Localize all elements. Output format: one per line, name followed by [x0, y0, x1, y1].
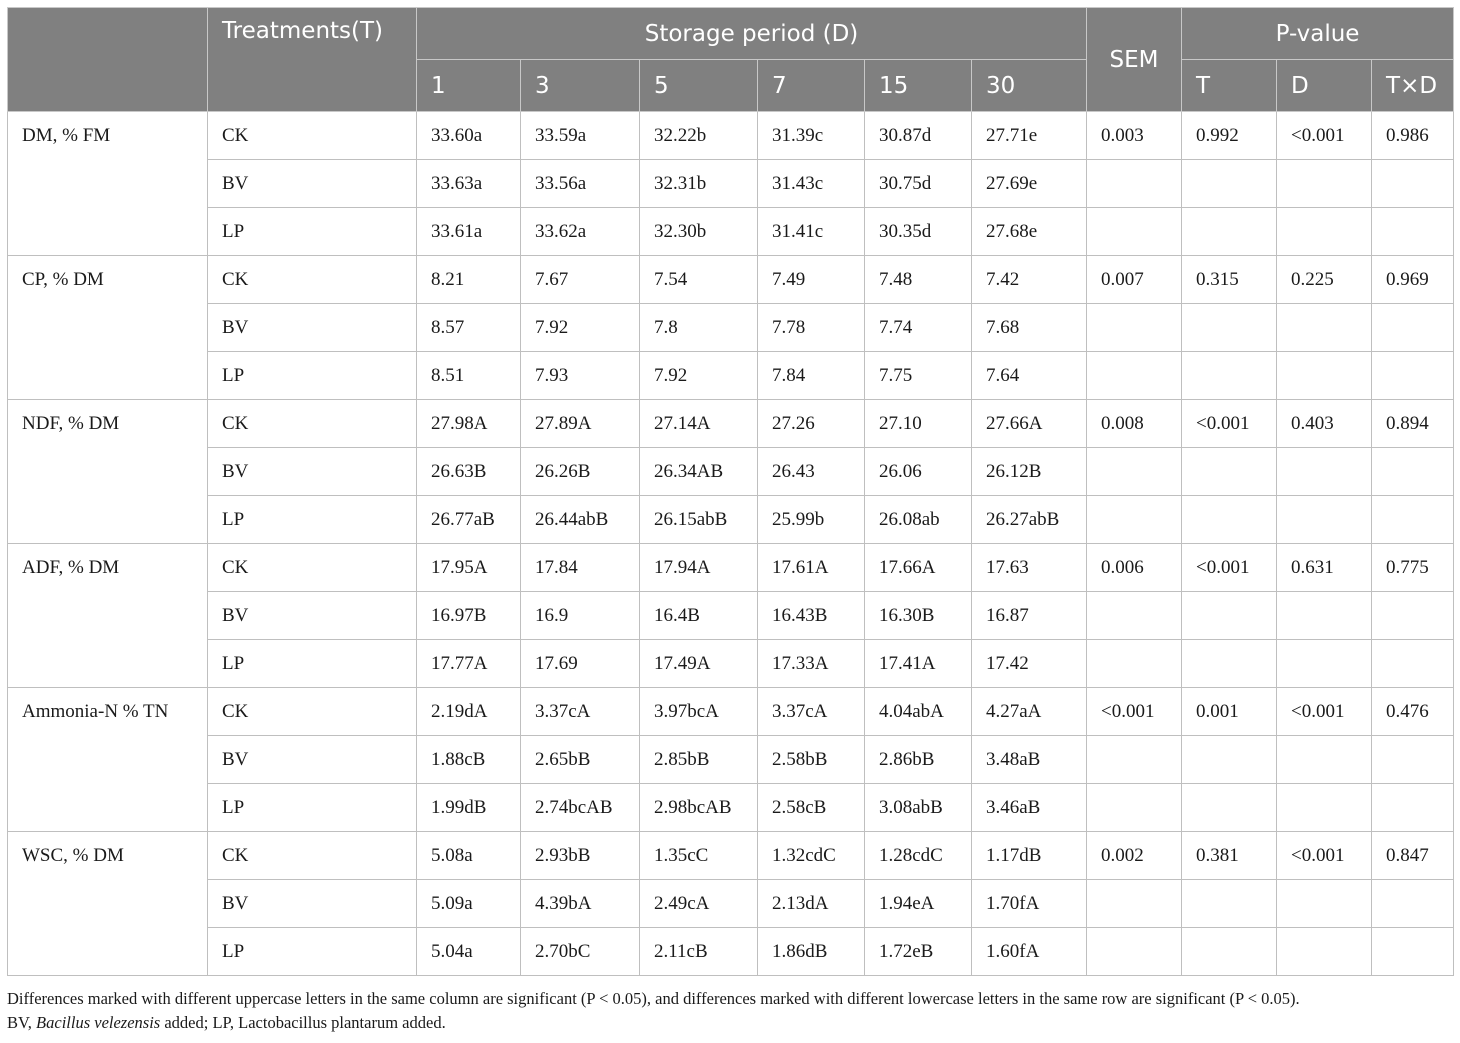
value-cell: 26.27abB	[972, 496, 1087, 544]
value-cell: 7.84	[758, 352, 865, 400]
treatment-cell: LP	[208, 352, 417, 400]
sem-cell: 0.008	[1087, 400, 1182, 448]
table-row	[8, 544, 1454, 592]
empty-cell	[1372, 928, 1454, 976]
value-cell: 2.65bB	[521, 736, 640, 784]
value-cell: 27.26	[758, 400, 865, 448]
empty-cell	[1372, 304, 1454, 352]
table-row	[8, 688, 1454, 736]
empty-cell	[1277, 304, 1372, 352]
empty-cell	[1182, 304, 1277, 352]
table-row	[8, 928, 1454, 976]
p-value-cell: 0.992	[1182, 112, 1277, 160]
empty-cell	[1277, 928, 1372, 976]
empty-cell	[1087, 880, 1182, 928]
empty-cell	[1277, 352, 1372, 400]
empty-cell	[1087, 304, 1182, 352]
p-value-cell: <0.001	[1277, 112, 1372, 160]
table-row	[8, 400, 1454, 448]
value-cell: 26.43	[758, 448, 865, 496]
empty-cell	[1087, 736, 1182, 784]
empty-cell	[1087, 496, 1182, 544]
value-cell: 1.35cC	[640, 832, 758, 880]
empty-cell	[1277, 592, 1372, 640]
empty-cell	[1182, 208, 1277, 256]
header-day-3: 3	[521, 60, 640, 112]
value-cell: 7.78	[758, 304, 865, 352]
p-value-cell: 0.969	[1372, 256, 1454, 304]
empty-cell	[1182, 640, 1277, 688]
p-value-cell: 0.476	[1372, 688, 1454, 736]
table-row	[8, 880, 1454, 928]
value-cell: 8.57	[417, 304, 521, 352]
empty-cell	[1372, 208, 1454, 256]
empty-cell	[1087, 352, 1182, 400]
empty-cell	[1277, 496, 1372, 544]
value-cell: 17.66A	[865, 544, 972, 592]
empty-cell	[1277, 208, 1372, 256]
empty-cell	[1277, 160, 1372, 208]
value-cell: 26.63B	[417, 448, 521, 496]
value-cell: 3.46aB	[972, 784, 1087, 832]
treatment-cell: LP	[208, 208, 417, 256]
value-cell: 26.26B	[521, 448, 640, 496]
value-cell: 25.99b	[758, 496, 865, 544]
value-cell: 2.86bB	[865, 736, 972, 784]
table-row	[8, 160, 1454, 208]
value-cell: 5.04a	[417, 928, 521, 976]
empty-cell	[1182, 784, 1277, 832]
sem-cell: <0.001	[1087, 688, 1182, 736]
value-cell: 27.66A	[972, 400, 1087, 448]
value-cell: 7.93	[521, 352, 640, 400]
value-cell: 4.27aA	[972, 688, 1087, 736]
value-cell: 16.30B	[865, 592, 972, 640]
table-row	[8, 352, 1454, 400]
value-cell: 27.89A	[521, 400, 640, 448]
value-cell: 32.30b	[640, 208, 758, 256]
table-row	[8, 640, 1454, 688]
value-cell: 27.68e	[972, 208, 1087, 256]
value-cell: 16.43B	[758, 592, 865, 640]
empty-cell	[1372, 736, 1454, 784]
value-cell: 1.72eB	[865, 928, 972, 976]
value-cell: 7.54	[640, 256, 758, 304]
p-value-cell: 0.381	[1182, 832, 1277, 880]
value-cell: 17.69	[521, 640, 640, 688]
table-row	[8, 208, 1454, 256]
footnote-rest: added; LP, Lactobacillus plantarum added.	[164, 1013, 446, 1032]
value-cell: 17.84	[521, 544, 640, 592]
value-cell: 2.11cB	[640, 928, 758, 976]
header-sem: SEM	[1087, 8, 1182, 112]
value-cell: 7.42	[972, 256, 1087, 304]
value-cell: 7.49	[758, 256, 865, 304]
value-cell: 2.93bB	[521, 832, 640, 880]
value-cell: 16.4B	[640, 592, 758, 640]
value-cell: 33.59a	[521, 112, 640, 160]
value-cell: 3.08abB	[865, 784, 972, 832]
value-cell: 33.61a	[417, 208, 521, 256]
value-cell: 2.85bB	[640, 736, 758, 784]
treatment-cell: LP	[208, 640, 417, 688]
p-value-cell: 0.986	[1372, 112, 1454, 160]
value-cell: 1.60fA	[972, 928, 1087, 976]
value-cell: 27.71e	[972, 112, 1087, 160]
empty-cell	[1182, 496, 1277, 544]
table-row	[8, 448, 1454, 496]
value-cell: 1.17dB	[972, 832, 1087, 880]
value-cell: 2.58bB	[758, 736, 865, 784]
table-row	[8, 784, 1454, 832]
value-cell: 2.58cB	[758, 784, 865, 832]
header-row-1	[8, 8, 1454, 60]
value-cell: 32.22b	[640, 112, 758, 160]
value-cell: 17.33A	[758, 640, 865, 688]
value-cell: 7.75	[865, 352, 972, 400]
empty-cell	[1277, 640, 1372, 688]
empty-cell	[1182, 928, 1277, 976]
value-cell: 31.39c	[758, 112, 865, 160]
empty-cell	[1372, 640, 1454, 688]
value-cell: 17.61A	[758, 544, 865, 592]
table-row	[8, 304, 1454, 352]
treatment-cell: BV	[208, 736, 417, 784]
empty-cell	[1372, 880, 1454, 928]
treatment-cell: BV	[208, 304, 417, 352]
empty-cell	[1087, 640, 1182, 688]
value-cell: 3.37cA	[758, 688, 865, 736]
table-body	[8, 112, 1454, 976]
value-cell: 17.41A	[865, 640, 972, 688]
treatment-cell: CK	[208, 112, 417, 160]
empty-cell	[1372, 448, 1454, 496]
sem-cell: 0.002	[1087, 832, 1182, 880]
value-cell: 17.94A	[640, 544, 758, 592]
value-cell: 16.97B	[417, 592, 521, 640]
treatment-cell: LP	[208, 496, 417, 544]
value-cell: 26.34AB	[640, 448, 758, 496]
value-cell: 2.70bC	[521, 928, 640, 976]
empty-cell	[1087, 208, 1182, 256]
table-header	[8, 8, 1454, 112]
value-cell: 33.62a	[521, 208, 640, 256]
value-cell: 4.39bA	[521, 880, 640, 928]
value-cell: 5.09a	[417, 880, 521, 928]
p-value-cell: <0.001	[1277, 832, 1372, 880]
value-cell: 7.92	[640, 352, 758, 400]
value-cell: 1.28cdC	[865, 832, 972, 880]
variable-label: CP, % DM	[8, 256, 208, 400]
value-cell: 2.74bcAB	[521, 784, 640, 832]
treatment-cell: BV	[208, 160, 417, 208]
value-cell: 30.75d	[865, 160, 972, 208]
p-value-cell: 0.631	[1277, 544, 1372, 592]
value-cell: 31.41c	[758, 208, 865, 256]
value-cell: 1.70fA	[972, 880, 1087, 928]
value-cell: 17.63	[972, 544, 1087, 592]
value-cell: 7.74	[865, 304, 972, 352]
header-storage-period: Storage period (D)	[417, 8, 1087, 60]
variable-label: NDF, % DM	[8, 400, 208, 544]
value-cell: 32.31b	[640, 160, 758, 208]
treatment-cell: CK	[208, 256, 417, 304]
header-day-5: 5	[640, 60, 758, 112]
value-cell: 7.67	[521, 256, 640, 304]
table-row	[8, 496, 1454, 544]
treatment-cell: BV	[208, 880, 417, 928]
p-value-cell: 0.775	[1372, 544, 1454, 592]
value-cell: 7.8	[640, 304, 758, 352]
table-row	[8, 592, 1454, 640]
treatment-cell: CK	[208, 688, 417, 736]
value-cell: 27.14A	[640, 400, 758, 448]
value-cell: 2.19dA	[417, 688, 521, 736]
value-cell: 17.77A	[417, 640, 521, 688]
variable-label: WSC, % DM	[8, 832, 208, 976]
empty-cell	[1277, 880, 1372, 928]
empty-cell	[1087, 448, 1182, 496]
sem-cell: 0.007	[1087, 256, 1182, 304]
footnote-line-1: Differences marked with different uppercase letters in the same column are significant (P < 0.05), and differences marked with different lowercase letters in the same row are significant (P < 0.05).	[7, 989, 1300, 1008]
value-cell: 26.08ab	[865, 496, 972, 544]
header-pvalue-col-2: T×D	[1372, 60, 1454, 112]
empty-cell	[1087, 160, 1182, 208]
value-cell: 33.56a	[521, 160, 640, 208]
p-value-cell: 0.225	[1277, 256, 1372, 304]
variable-label: DM, % FM	[8, 112, 208, 256]
value-cell: 26.12B	[972, 448, 1087, 496]
header-day-7: 7	[758, 60, 865, 112]
empty-cell	[1372, 592, 1454, 640]
value-cell: 27.98A	[417, 400, 521, 448]
p-value-cell: 0.315	[1182, 256, 1277, 304]
p-value-cell: <0.001	[1182, 400, 1277, 448]
empty-cell	[1372, 352, 1454, 400]
value-cell: 7.64	[972, 352, 1087, 400]
footnote-line-2	[7, 1011, 1453, 1035]
header-blank-cell	[8, 8, 208, 112]
value-cell: 17.42	[972, 640, 1087, 688]
header-treatments: Treatments(T)	[208, 8, 417, 112]
p-value-cell: 0.847	[1372, 832, 1454, 880]
empty-cell	[1182, 448, 1277, 496]
empty-cell	[1372, 784, 1454, 832]
empty-cell	[1182, 592, 1277, 640]
treatment-cell: CK	[208, 544, 417, 592]
value-cell: 17.49A	[640, 640, 758, 688]
value-cell: 2.49cA	[640, 880, 758, 928]
empty-cell	[1182, 880, 1277, 928]
treatment-cell: LP	[208, 784, 417, 832]
header-day-30: 30	[972, 60, 1087, 112]
value-cell: 27.10	[865, 400, 972, 448]
empty-cell	[1372, 160, 1454, 208]
value-cell: 3.37cA	[521, 688, 640, 736]
header-day-15: 15	[865, 60, 972, 112]
treatment-cell: LP	[208, 928, 417, 976]
value-cell: 33.63a	[417, 160, 521, 208]
value-cell: 16.9	[521, 592, 640, 640]
footnote	[7, 987, 1453, 1035]
p-value-cell: 0.403	[1277, 400, 1372, 448]
value-cell: 4.04abA	[865, 688, 972, 736]
empty-cell	[1182, 736, 1277, 784]
table-row	[8, 256, 1454, 304]
empty-cell	[1182, 352, 1277, 400]
empty-cell	[1277, 736, 1372, 784]
value-cell: 30.35d	[865, 208, 972, 256]
value-cell: 1.99dB	[417, 784, 521, 832]
value-cell: 2.98bcAB	[640, 784, 758, 832]
value-cell: 7.48	[865, 256, 972, 304]
sem-cell: 0.006	[1087, 544, 1182, 592]
empty-cell	[1277, 784, 1372, 832]
header-pvalue-col-0: T	[1182, 60, 1277, 112]
empty-cell	[1182, 160, 1277, 208]
footnote-bv-abbr: BV,	[7, 1013, 32, 1032]
value-cell: 5.08a	[417, 832, 521, 880]
table-container	[7, 7, 1453, 976]
table-row	[8, 832, 1454, 880]
value-cell: 26.77aB	[417, 496, 521, 544]
treatment-cell: CK	[208, 400, 417, 448]
table-row	[8, 112, 1454, 160]
value-cell: 26.15abB	[640, 496, 758, 544]
value-cell: 7.68	[972, 304, 1087, 352]
variable-label: Ammonia-N % TN	[8, 688, 208, 832]
value-cell: 26.06	[865, 448, 972, 496]
value-cell: 1.88cB	[417, 736, 521, 784]
p-value-cell: 0.894	[1372, 400, 1454, 448]
value-cell: 1.94eA	[865, 880, 972, 928]
value-cell: 1.86dB	[758, 928, 865, 976]
value-cell: 3.97bcA	[640, 688, 758, 736]
header-day-1: 1	[417, 60, 521, 112]
value-cell: 31.43c	[758, 160, 865, 208]
value-cell: 27.69e	[972, 160, 1087, 208]
sem-cell: 0.003	[1087, 112, 1182, 160]
value-cell: 16.87	[972, 592, 1087, 640]
empty-cell	[1087, 592, 1182, 640]
empty-cell	[1087, 928, 1182, 976]
empty-cell	[1277, 448, 1372, 496]
data-table	[7, 7, 1454, 976]
empty-cell	[1372, 496, 1454, 544]
header-pvalue-col-1: D	[1277, 60, 1372, 112]
value-cell: 30.87d	[865, 112, 972, 160]
footnote-bv-species: Bacillus velezensis	[36, 1013, 161, 1032]
header-p-value: P-value	[1182, 8, 1454, 60]
value-cell: 8.51	[417, 352, 521, 400]
p-value-cell: 0.001	[1182, 688, 1277, 736]
value-cell: 7.92	[521, 304, 640, 352]
treatment-cell: BV	[208, 448, 417, 496]
value-cell: 8.21	[417, 256, 521, 304]
value-cell: 17.95A	[417, 544, 521, 592]
empty-cell	[1087, 784, 1182, 832]
value-cell: 1.32cdC	[758, 832, 865, 880]
value-cell: 26.44abB	[521, 496, 640, 544]
value-cell: 2.13dA	[758, 880, 865, 928]
table-row	[8, 736, 1454, 784]
value-cell: 3.48aB	[972, 736, 1087, 784]
treatment-cell: CK	[208, 832, 417, 880]
p-value-cell: <0.001	[1277, 688, 1372, 736]
p-value-cell: <0.001	[1182, 544, 1277, 592]
value-cell: 33.60a	[417, 112, 521, 160]
treatment-cell: BV	[208, 592, 417, 640]
variable-label: ADF, % DM	[8, 544, 208, 688]
